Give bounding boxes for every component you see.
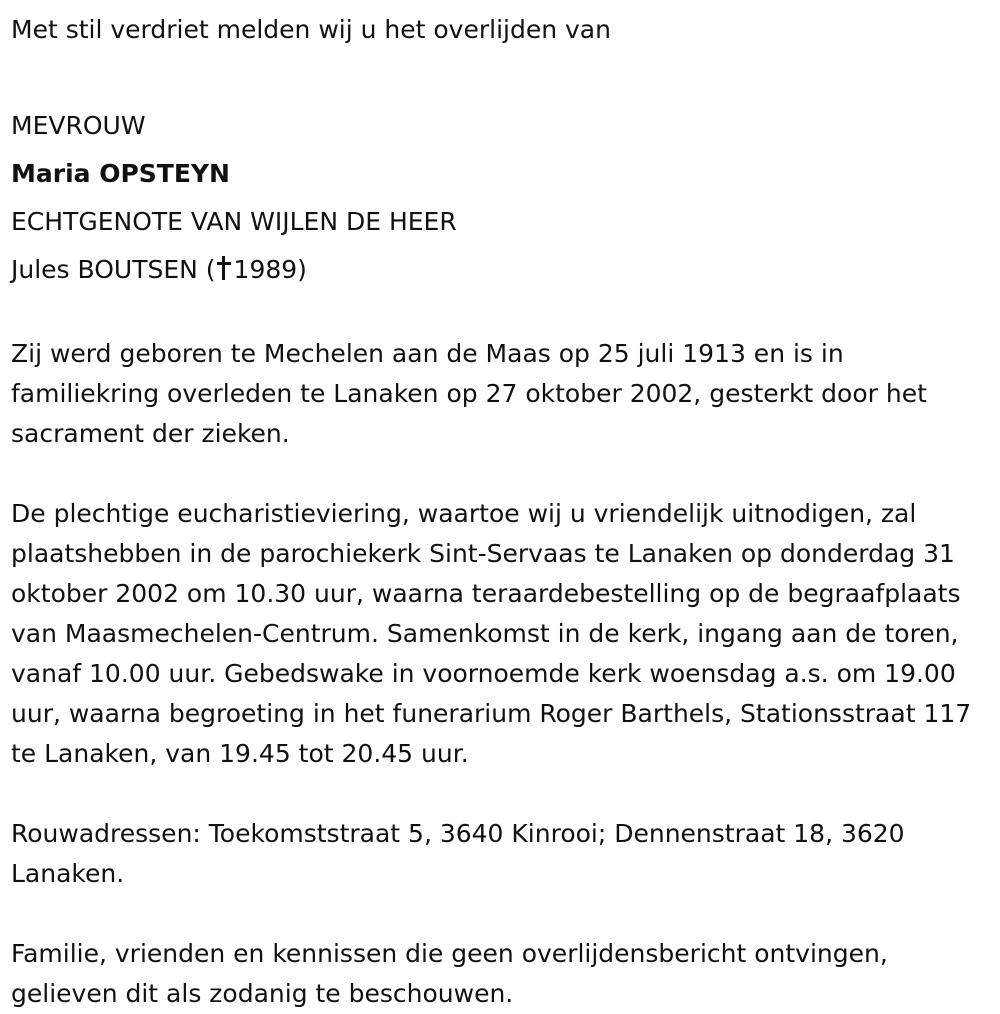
deceased-name: Maria OPSTEYN bbox=[11, 159, 230, 188]
spouse-death-year: 1989) bbox=[233, 255, 307, 284]
spacer bbox=[11, 894, 1000, 934]
spouse-line bbox=[11, 246, 1000, 294]
ceremony-paragraph: De plechtige eucharistieviering, waartoe wij u vriendelijk uitnodigen, zal plaatshebben in de parochiekerk Sint-Servaas te Lanaken op donderdag 31 oktober 2002 om 10.30 uur, waarna teraardebestelling op de begraafplaats van Maasmechelen-Centrum. Samenkomst in de kerk, ingang aan de toren, vanaf 10.00 uur. Gebedswake in voornoemde kerk woensdag a.s. om 19.00 uur, waarna begroeting in het funerarium Roger Barthels, Stationsstraat 117 te Lanaken, van 19.45 tot 20.45 uur. bbox=[11, 499, 972, 768]
addresses-paragraph: Rouwadressen: Toekomststraat 5, 3640 Kinrooi; Dennenstraat 18, 3620 Lanaken. bbox=[11, 819, 905, 888]
spacer bbox=[11, 774, 1000, 814]
closing-paragraph: Familie, vrienden en kennissen die geen overlijdensbericht ontvingen, gelieven dit als zodanig te beschouwen. bbox=[11, 939, 888, 1008]
cross-icon bbox=[216, 255, 232, 281]
spacer bbox=[11, 54, 1000, 102]
honorific: MEVROUW bbox=[11, 111, 146, 140]
birth-death-paragraph: Zij werd geboren te Mechelen aan de Maas op 25 juli 1913 en is in familiekring overleden te Lanaken op 27 oktober 2002, gesterkt door het sacrament der zieken. bbox=[11, 339, 927, 448]
relation-line: ECHTGENOTE VAN WIJLEN DE HEER bbox=[11, 207, 457, 236]
spacer bbox=[11, 454, 1000, 494]
spouse-name: Jules BOUTSEN ( bbox=[11, 255, 216, 284]
intro-line: Met stil verdriet melden wij u het overlijden van bbox=[11, 15, 611, 44]
spacer bbox=[11, 294, 1000, 334]
